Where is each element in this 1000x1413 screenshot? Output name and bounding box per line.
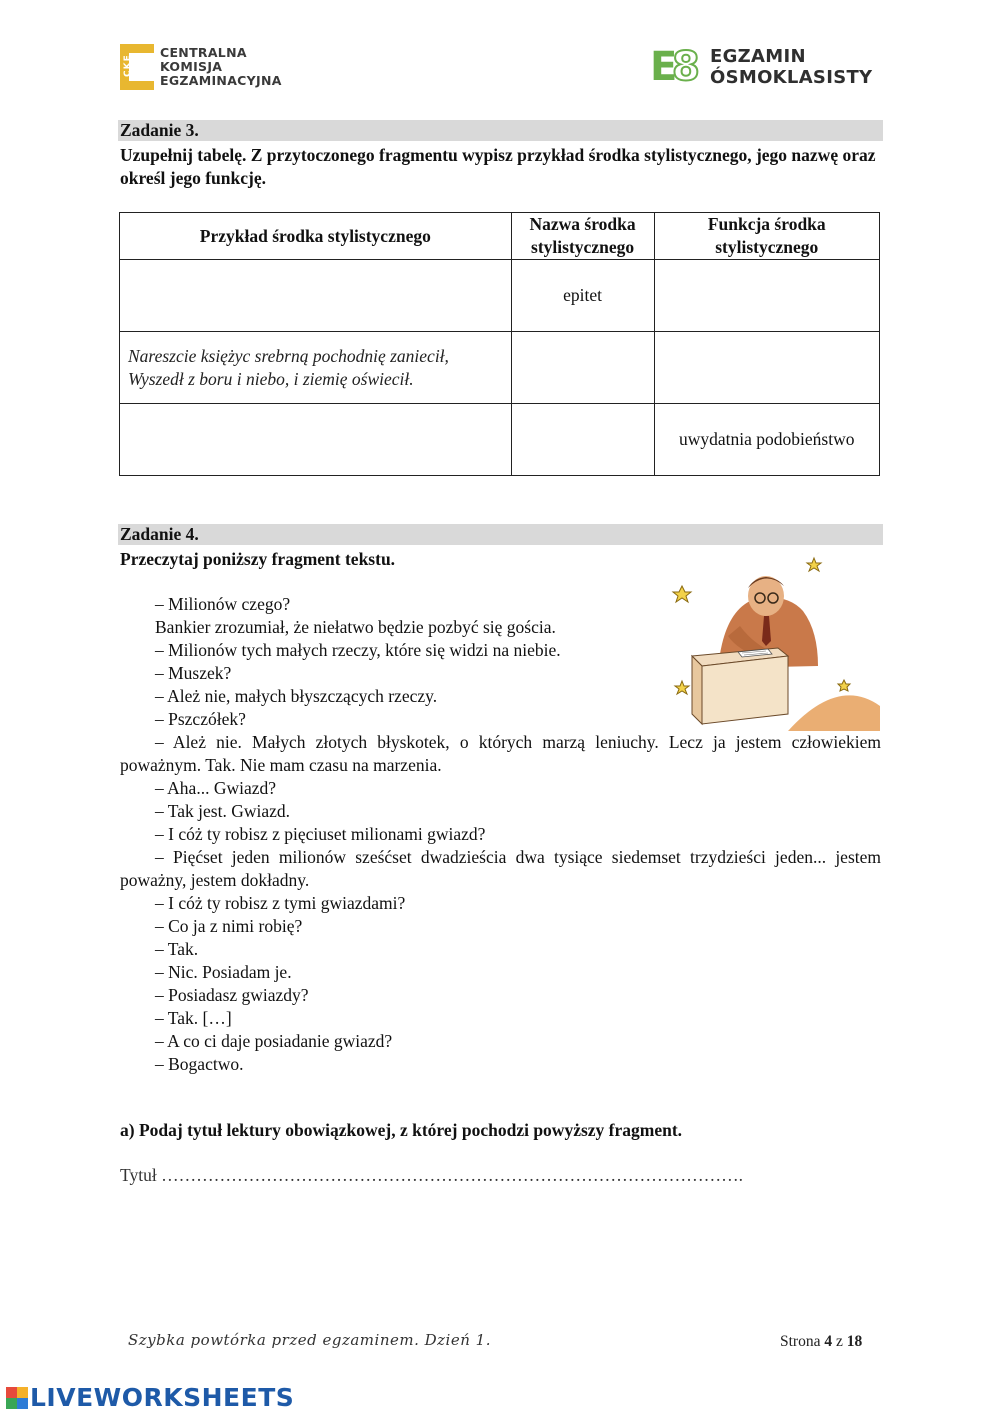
table-row: [120, 404, 880, 476]
table-header-row: [120, 213, 880, 260]
page-number: Strona 4 z 18: [780, 1333, 863, 1350]
answer-cell-function-1[interactable]: [654, 260, 879, 332]
dialogue-fragment: [120, 593, 881, 1076]
dialogue-line: – Milionów czego?: [155, 594, 291, 614]
table-row: [120, 332, 880, 404]
task4-title: Zadanie 4.: [120, 524, 199, 544]
question-a: a) Podaj tytuł lektury obowiązkowej, z której pochodzi powyższy fragment.: [120, 1120, 683, 1140]
answer-cell-example-3[interactable]: [120, 404, 512, 476]
dialogue-line: – A co ci daje posiadanie gwiazd?: [155, 1031, 393, 1051]
dialogue-line: – Tak. […]: [155, 1008, 232, 1028]
answer-cell-name-2[interactable]: [511, 332, 654, 404]
dialogue-line: – I cóż ty robisz z pięciuset milionami gwiazd?: [155, 824, 486, 844]
col-header-example: Przykład środka stylistycznego: [120, 213, 512, 260]
dialogue-line: – I cóż ty robisz z tymi gwiazdami?: [155, 893, 406, 913]
task3-header-bar: [118, 120, 883, 141]
cell-name-1: epitet: [511, 260, 654, 332]
dialogue-line: – Tak jest. Gwiazd.: [155, 801, 291, 821]
liveworksheets-text: LIVEWORKSHEETS: [30, 1383, 295, 1412]
task4-header-bar: [118, 524, 883, 545]
quote-line-1: Nareszcie księżyc srebrną pochodnię zaniecił,: [128, 345, 449, 366]
quote-line-2: Wyszedł z boru i niebo, i ziemię oświecił.: [128, 368, 414, 389]
dialogue-line: – Ależ nie. Małych złotych błyskotek, o których marzą leniuchy. Lecz ja jestem człowiekiem poważnym. Tak. Nie mam czasu na marzenia.: [120, 732, 881, 775]
liveworksheets-icon: [6, 1387, 28, 1409]
table-row: [120, 260, 880, 332]
liveworksheets-logo: [6, 1383, 294, 1412]
title-answer-line: [120, 1164, 743, 1187]
cke-logo: [120, 42, 282, 92]
col-header-name: Nazwa środka stylistycznego: [511, 213, 654, 260]
task4-instruction: Przeczytaj poniższy fragment tekstu.: [120, 549, 396, 569]
cke-logo-mark: CKE: [120, 44, 154, 90]
dialogue-line: – Co ja z nimi robię?: [155, 916, 303, 936]
dialogue-line: – Nic. Posiadam je.: [155, 962, 292, 982]
dialogue-line: – Ależ nie, małych błyszczących rzeczy.: [155, 686, 438, 706]
dialogue-line: – Bogactwo.: [155, 1054, 244, 1074]
dialogue-line: – Posiadasz gwiazdy?: [155, 985, 309, 1005]
stylistic-devices-table: [119, 212, 880, 476]
e8-logo-mark: E 8: [650, 44, 700, 90]
cell-example-2: [120, 332, 512, 404]
dialogue-line: – Pszczółek?: [155, 709, 246, 729]
answer-cell-example-1[interactable]: [120, 260, 512, 332]
task3-instruction: Uzupełnij tabelę. Z przytoczonego fragmentu wypisz przykład środka stylistycznego, jego nazwę oraz określ jego funkcję.: [120, 145, 876, 188]
cke-logo-text: CENTRALNA KOMISJA EGZAMINACYJNA: [160, 45, 282, 88]
title-answer-field[interactable]: ……………………………………………………………………………………….: [161, 1165, 743, 1185]
dialogue-line: Bankier zrozumiał, że niełatwo będzie pozbyć się gościa.: [155, 617, 556, 637]
dialogue-line: – Aha... Gwiazd?: [155, 778, 277, 798]
dialogue-line: – Muszek?: [155, 663, 232, 683]
dialogue-line: – Tak.: [155, 939, 199, 959]
col-header-function: Funkcja środka stylistycznego: [654, 213, 879, 260]
footer-caption: Szybka powtórka przed egzaminem. Dzień 1.: [128, 1331, 491, 1349]
dialogue-line: – Pięćset jeden milionów sześćset dwadzieścia dwa tysiące siedemset trzydzieści jeden... jestem poważny, jestem dokładny.: [120, 847, 881, 890]
e8-logo: [650, 44, 872, 90]
dialogue-line: – Milionów tych małych rzeczy, które się widzi na niebie.: [155, 640, 561, 660]
answer-cell-name-3[interactable]: [511, 404, 654, 476]
answer-cell-function-2[interactable]: [654, 332, 879, 404]
e8-logo-text: EGZAMIN ÓSMOKLASISTY: [710, 46, 873, 88]
title-label: Tytuł: [120, 1165, 157, 1185]
cell-function-3: uwydatnia podobieństwo: [654, 404, 879, 476]
task3-title: Zadanie 3.: [120, 120, 199, 140]
